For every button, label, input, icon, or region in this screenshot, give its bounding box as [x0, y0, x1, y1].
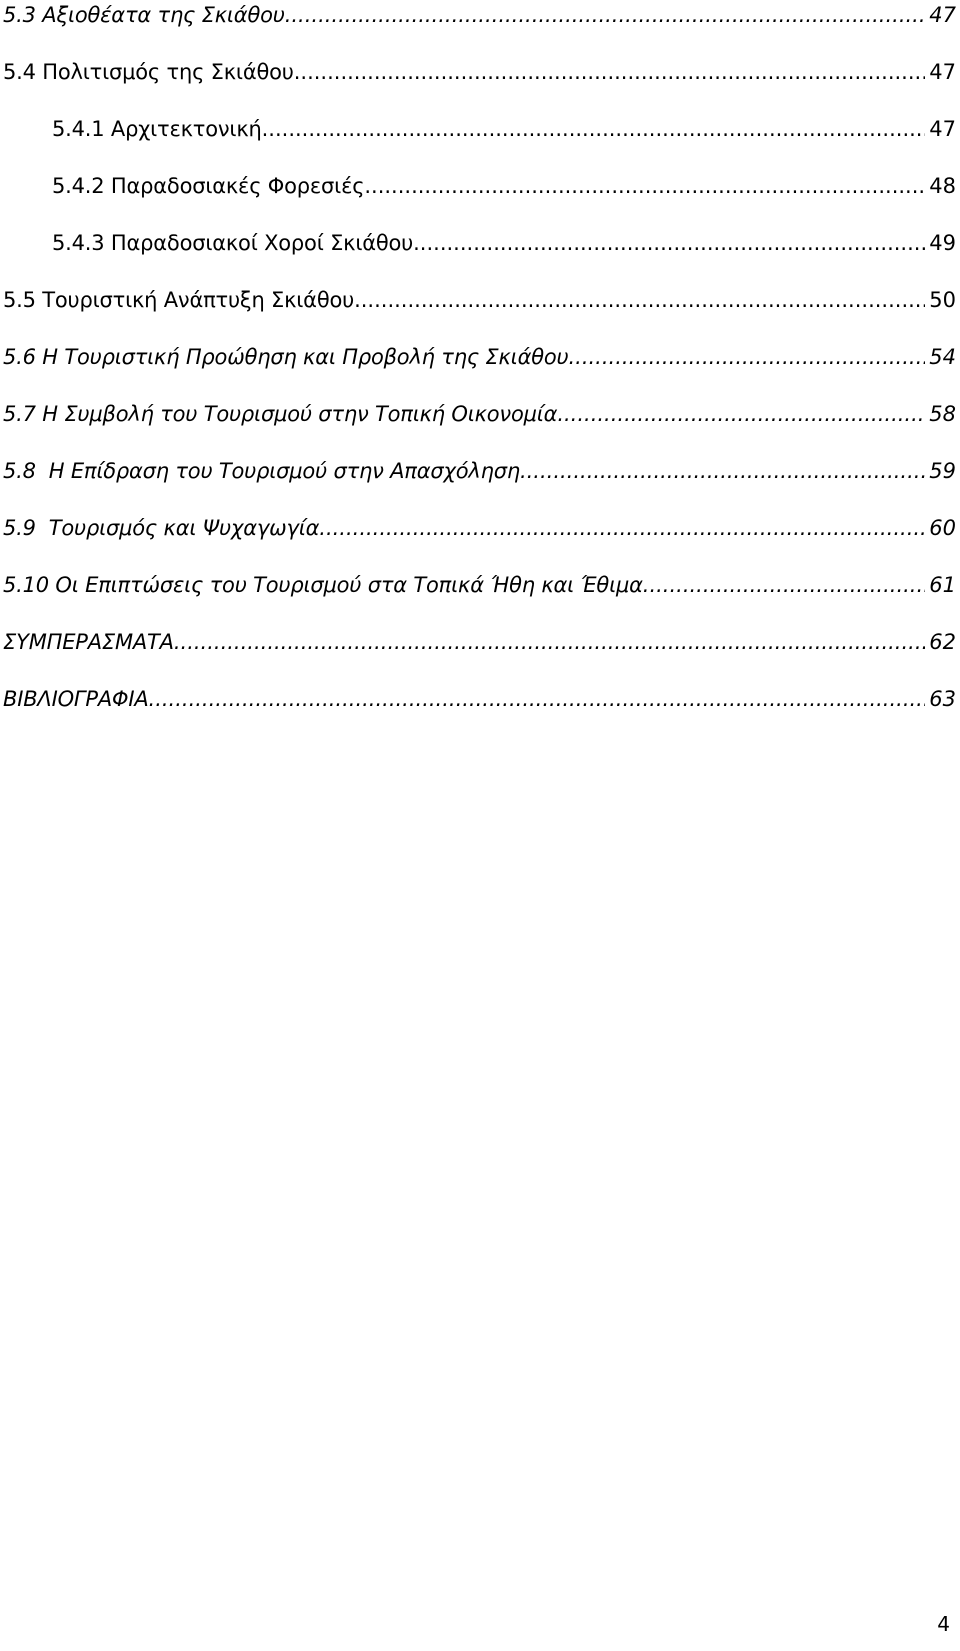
- toc-entry-page: 47: [929, 60, 956, 84]
- toc-entry-page: 61: [929, 573, 956, 597]
- toc-entry-title: 5.8 Η Επίδραση του Τουρισμού στην Απασχόληση: [3, 459, 520, 483]
- toc-entry-title: 5.4 Πολιτισμός της Σκιάθου: [3, 60, 294, 84]
- toc-entry[interactable]: [3, 114, 956, 171]
- toc-entry-title: 5.4.3 Παραδοσιακοί Χοροί Σκιάθου: [52, 231, 414, 255]
- toc-entry[interactable]: [3, 171, 956, 228]
- toc-leader-dots: [285, 0, 926, 30]
- toc-leader-dots: [643, 570, 925, 600]
- toc-entry-page: 58: [929, 402, 956, 426]
- toc-entry[interactable]: [3, 684, 956, 741]
- toc-leader-dots: [557, 399, 925, 429]
- toc-entry[interactable]: [3, 570, 956, 627]
- toc-entry[interactable]: [3, 285, 956, 342]
- toc-entry[interactable]: [3, 513, 956, 570]
- toc-leader-dots: [319, 513, 925, 543]
- toc-entry-title: 5.9 Τουρισμός και Ψυχαγωγία: [3, 516, 320, 540]
- table-of-contents: [3, 0, 956, 741]
- page-number: 4: [937, 1612, 950, 1636]
- toc-entry-title: 5.5 Τουριστική Ανάπτυξη Σκιάθου: [3, 288, 355, 312]
- toc-entry[interactable]: [3, 399, 956, 456]
- toc-leader-dots: [520, 456, 925, 486]
- toc-entry-title: 5.10 Οι Επιπτώσεις του Τουρισμού στα Τοπικά Ήθη και Έθιμα: [3, 573, 643, 597]
- toc-entry[interactable]: [3, 228, 956, 285]
- toc-leader-dots: [294, 57, 926, 87]
- toc-entry-title: 5.4.1 Αρχιτεκτονική: [52, 117, 262, 141]
- toc-entry-page: 62: [929, 630, 956, 654]
- toc-entry-page: 59: [929, 459, 956, 483]
- toc-leader-dots: [174, 627, 925, 657]
- toc-entry-title: 5.4.2 Παραδοσιακές Φορεσιές: [52, 174, 365, 198]
- toc-leader-dots: [413, 228, 925, 258]
- toc-entry-title: 5.3 Αξιοθέατα της Σκιάθου: [3, 3, 285, 27]
- toc-entry-title: 5.6 Η Τουριστική Προώθηση και Προβολή της Σκιάθου: [3, 345, 569, 369]
- toc-entry[interactable]: [3, 0, 956, 57]
- toc-leader-dots: [568, 342, 925, 372]
- toc-entry[interactable]: [3, 57, 956, 114]
- toc-entry[interactable]: [3, 456, 956, 513]
- toc-entry[interactable]: [3, 627, 956, 684]
- toc-entry-page: 47: [929, 117, 956, 141]
- toc-entry-page: 49: [929, 231, 956, 255]
- toc-entry-page: 48: [929, 174, 956, 198]
- toc-entry-title: ΣΥΜΠΕΡΑΣΜΑΤΑ: [3, 630, 174, 654]
- toc-entry-page: 60: [929, 516, 956, 540]
- toc-entry-title: 5.7 Η Συμβολή του Τουρισμού στην Τοπική Οικονομία: [3, 402, 558, 426]
- toc-leader-dots: [354, 285, 925, 315]
- toc-entry-page: 54: [929, 345, 956, 369]
- toc-entry[interactable]: [3, 342, 956, 399]
- toc-leader-dots: [149, 684, 926, 714]
- toc-leader-dots: [364, 171, 925, 201]
- toc-entry-title: ΒΙΒΛΙΟΓΡΑΦΙΑ: [3, 687, 149, 711]
- toc-entry-page: 63: [929, 687, 956, 711]
- toc-entry-page: 47: [929, 3, 956, 27]
- toc-leader-dots: [262, 114, 926, 144]
- toc-entry-page: 50: [929, 288, 956, 312]
